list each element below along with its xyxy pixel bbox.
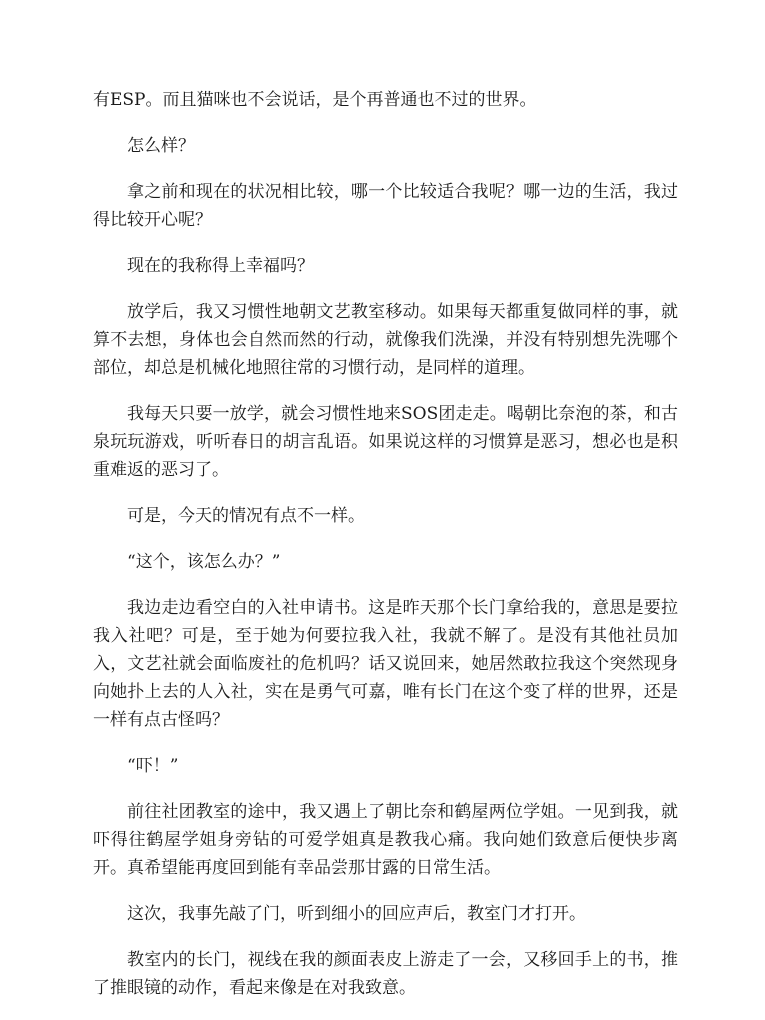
paragraph: 我每天只要一放学，就会习惯性地来SOS团走走。喝朝比奈泡的茶，和古泉玩玩游戏，听听春日的胡言乱语。如果说这样的习惯算是恶习，想必也是积重难返的恶习了。 xyxy=(93,404,678,480)
dialogue-paragraph: “这个，该怎么办？” xyxy=(127,552,281,572)
paragraph: 拿之前和现在的状况相比较，哪一个比较适合我呢？哪一边的生活，我过得比较开心呢？ xyxy=(93,182,678,230)
paragraph: 教室内的长门，视线在我的颜面表皮上游走了一会，又移回手上的书，推了推眼镜的动作，看起来像是在对我致意。 xyxy=(93,950,678,998)
paragraph: 前往社团教室的途中，我又遇上了朝比奈和鹤屋两位学姐。一见到我，就吓得往鹤屋学姐身旁钻的可爱学姐真是教我心痛。我向她们致意后便快步离开。真希望能再度回到能有幸品尝那甘露的日常生活。 xyxy=(93,802,678,878)
paragraph: 怎么样？ xyxy=(127,136,195,156)
paragraph: 我边走边看空白的入社申请书。这是昨天那个长门拿给我的，意思是要拉我入社吧？可是，至于她为何要拉我入社，我就不解了。是没有其他社员加入，文艺社就会面临废社的危机吗？话又说回来，她居然敢拉我这个突然现身向她扑上去的人入社，实在是勇气可嘉，唯有长门在这个变了样的世界，还是一样有点古怪吗？ xyxy=(93,598,678,730)
paragraph: 放学后，我又习惯性地朝文艺教室移动。如果每天都重复做同样的事，就算不去想，身体也会自然而然的行动，就像我们洗澡，并没有特别想先洗哪个部位，却总是机械化地照往常的习惯行动，是同样的道理。 xyxy=(93,302,678,378)
document-body xyxy=(93,86,678,1020)
dialogue-paragraph: “吓！” xyxy=(127,756,179,776)
paragraph: 可是，今天的情况有点不一样。 xyxy=(127,506,365,526)
paragraph: 这次，我事先敲了门，听到细小的回应声后，教室门才打开。 xyxy=(127,904,586,924)
paragraph: 现在的我称得上幸福吗？ xyxy=(127,256,314,276)
paragraph: 有ESP。而且猫咪也不会说话，是个再普通也不过的世界。 xyxy=(93,90,537,110)
